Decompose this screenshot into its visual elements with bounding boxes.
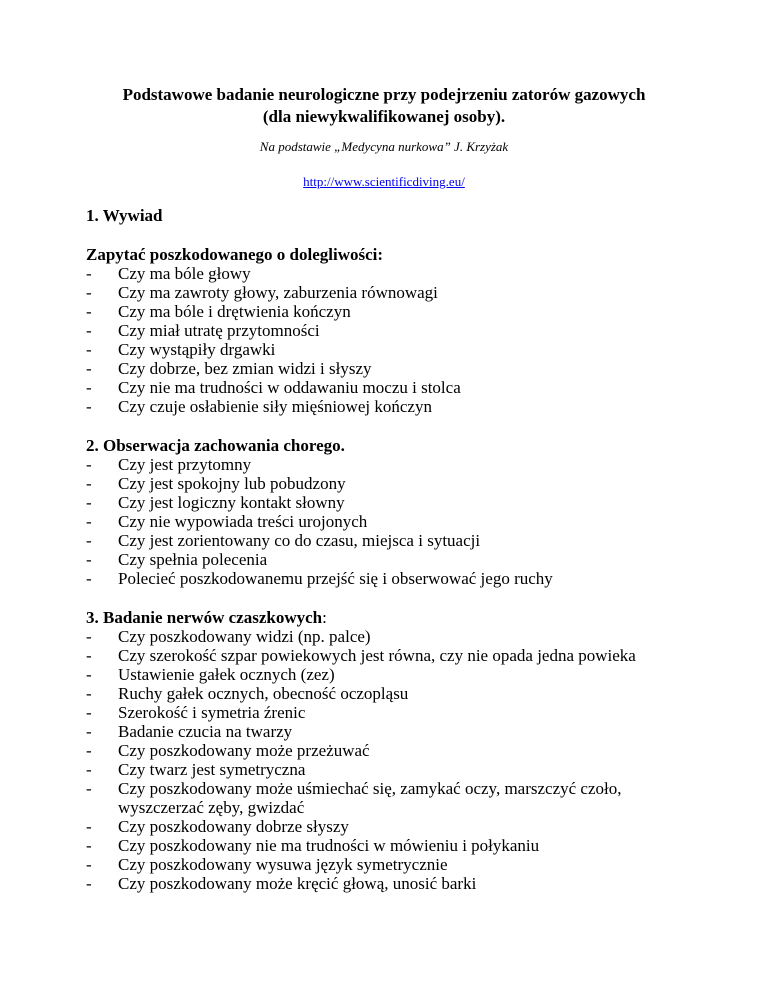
list-item <box>86 493 686 512</box>
bullet-dash: - <box>86 397 92 416</box>
list-item-text: Czy poszkodowany wysuwa język symetrycznie <box>118 855 448 874</box>
list-item <box>86 397 686 416</box>
website-link[interactable]: http://www.scientificdiving.eu/ <box>303 174 465 189</box>
bullet-dash: - <box>86 378 92 397</box>
bullet-dash: - <box>86 646 92 665</box>
section-observation <box>86 436 686 588</box>
bullet-dash: - <box>86 741 92 760</box>
list-item-text: Czy dobrze, bez zmian widzi i słyszy <box>118 359 372 378</box>
bullet-dash: - <box>86 703 92 722</box>
bullet-dash: - <box>86 836 92 855</box>
bullet-dash: - <box>86 550 92 569</box>
bullet-dash: - <box>86 493 92 512</box>
bullet-dash: - <box>86 855 92 874</box>
bullet-dash: - <box>86 569 92 588</box>
document-title <box>60 84 708 128</box>
list-item <box>86 302 686 321</box>
list-item <box>86 722 686 741</box>
list-item <box>86 855 686 874</box>
list-item-text: Czy poszkodowany widzi (np. palce) <box>118 627 371 646</box>
list-item <box>86 684 686 703</box>
bullet-dash: - <box>86 627 92 646</box>
list-item-text: Czy jest zorientowany co do czasu, miejsca i sytuacji <box>118 531 481 550</box>
title-line-1: Podstawowe badanie neurologiczne przy podejrzeniu zatorów gazowych <box>122 85 646 104</box>
list-item-text: Czy miał utratę przytomności <box>118 321 320 340</box>
list-item <box>86 455 686 474</box>
list-item <box>86 264 686 283</box>
bullet-dash: - <box>86 874 92 893</box>
list-item <box>86 836 686 855</box>
list-item <box>86 665 686 684</box>
bullet-dash: - <box>86 302 92 321</box>
bullet-dash: - <box>86 359 92 378</box>
list-item-text: Czy poszkodowany nie ma trudności w mówieniu i połykaniu <box>118 836 540 855</box>
section-2-heading: 2. Obserwacja zachowania chorego. <box>86 436 345 455</box>
title-line-2: (dla niewykwalifikowanej osoby). <box>262 107 506 126</box>
list-item <box>86 283 686 302</box>
section-cranial-nerves <box>86 608 686 893</box>
list-item <box>86 512 686 531</box>
bullet-dash: - <box>86 264 92 283</box>
list-item-text: Czy poszkodowany może uśmiechać się, zamykać oczy, marszczyć czoło, wyszczerzać zęby, gwizdać <box>118 779 622 817</box>
section-3-heading-text: 3. Badanie nerwów czaszkowych <box>86 608 323 627</box>
list-item <box>86 359 686 378</box>
list-item-text: Czy czuje osłabienie siły mięśniowej kończyn <box>118 397 432 416</box>
list-item <box>86 474 686 493</box>
list-item <box>86 550 686 569</box>
list-item-text: Czy jest logiczny kontakt słowny <box>118 493 345 512</box>
bullet-dash: - <box>86 722 92 741</box>
source-citation: Na podstawie „Medycyna nurkowa” J. Krzyżak <box>259 139 509 154</box>
bullet-dash: - <box>86 474 92 493</box>
bullet-dash: - <box>86 321 92 340</box>
list-item-text: Czy poszkodowany dobrze słyszy <box>118 817 349 836</box>
list-item-text: Czy poszkodowany może przeżuwać <box>118 741 370 760</box>
list-item-text: Ruchy gałek ocznych, obecność oczopląsu <box>118 684 409 703</box>
observation-list <box>86 455 686 588</box>
bullet-dash: - <box>86 512 92 531</box>
bullet-dash: - <box>86 684 92 703</box>
list-item-text: Ustawienie gałek ocznych (zez) <box>118 665 335 684</box>
list-item-text: Szerokość i symetria źrenic <box>118 703 306 722</box>
list-item <box>86 321 686 340</box>
list-item <box>86 779 686 817</box>
cranial-nerves-list <box>86 627 686 893</box>
list-item-text: Badanie czucia na twarzy <box>118 722 293 741</box>
list-item <box>86 531 686 550</box>
complaints-heading: Zapytać poszkodowanego o dolegliwości: <box>86 245 384 264</box>
section-1-heading: 1. Wywiad <box>86 206 163 225</box>
section-interview-heading <box>86 206 686 225</box>
list-item-text: Polecieć poszkodowanemu przejść się i obserwować jego ruchy <box>118 569 553 588</box>
bullet-dash: - <box>86 779 92 798</box>
bullet-dash: - <box>86 817 92 836</box>
list-item-text: Czy nie wypowiada treści urojonych <box>118 512 368 531</box>
list-item-text: Czy jest spokojny lub pobudzony <box>118 474 346 493</box>
list-item <box>86 627 686 646</box>
list-item <box>86 760 686 779</box>
url-line <box>60 174 708 190</box>
list-item-text: Czy szerokość szpar powiekowych jest równa, czy nie opada jedna powieka <box>118 646 636 665</box>
list-item-text: Czy wystąpiły drgawki <box>118 340 276 359</box>
bullet-dash: - <box>86 665 92 684</box>
bullet-dash: - <box>86 531 92 550</box>
bullet-dash: - <box>86 340 92 359</box>
list-item <box>86 378 686 397</box>
section-3-heading-colon: : <box>322 608 327 627</box>
list-item <box>86 817 686 836</box>
section-complaints <box>86 245 686 416</box>
list-item-text: Czy twarz jest symetryczna <box>118 760 306 779</box>
list-item-text: Czy jest przytomny <box>118 455 252 474</box>
list-item <box>86 741 686 760</box>
list-item <box>86 569 686 588</box>
bullet-dash: - <box>86 760 92 779</box>
list-item <box>86 703 686 722</box>
list-item-text: Czy poszkodowany może kręcić głową, unosić barki <box>118 874 477 893</box>
list-item <box>86 646 686 665</box>
list-item-text: Czy nie ma trudności w oddawaniu moczu i stolca <box>118 378 461 397</box>
bullet-dash: - <box>86 283 92 302</box>
list-item <box>86 874 686 893</box>
list-item-text: Czy ma bóle i drętwienia kończyn <box>118 302 351 321</box>
section-3-heading <box>86 608 686 627</box>
bullet-dash: - <box>86 455 92 474</box>
list-item-text: Czy spełnia polecenia <box>118 550 268 569</box>
list-item-text: Czy ma zawroty głowy, zaburzenia równowagi <box>118 283 438 302</box>
list-item-text: Czy ma bóle głowy <box>118 264 251 283</box>
complaints-list <box>86 264 686 416</box>
list-item <box>86 340 686 359</box>
